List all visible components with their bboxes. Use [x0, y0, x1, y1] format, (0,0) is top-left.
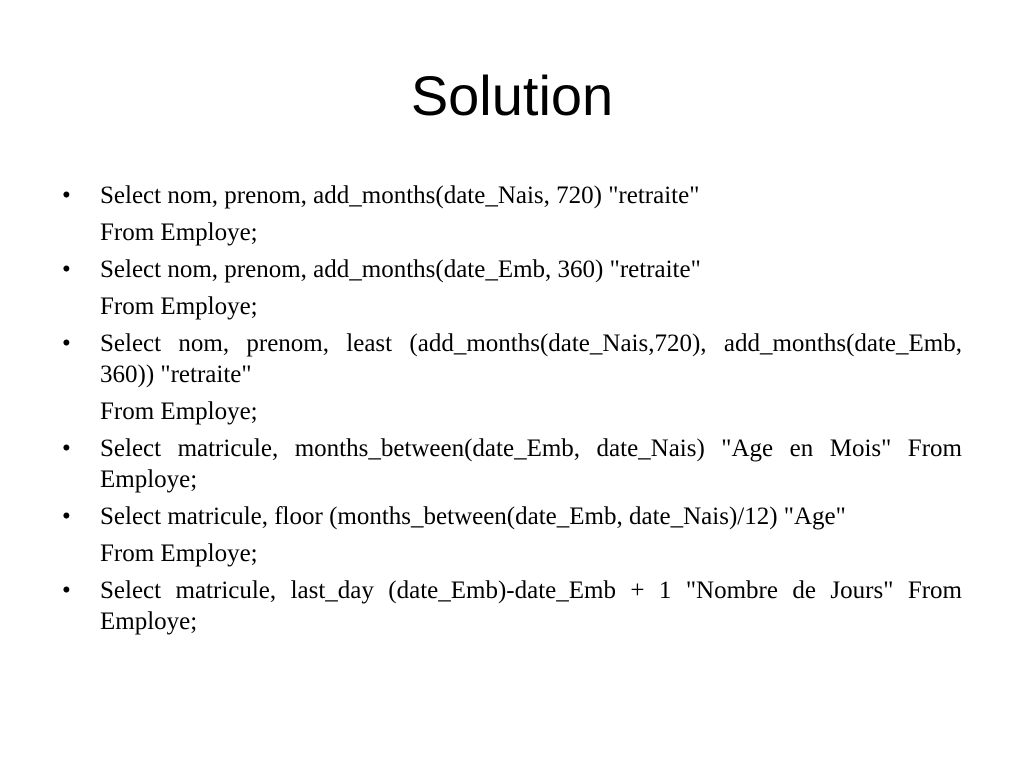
bullet-icon: • — [62, 435, 71, 462]
bullet-icon: • — [62, 503, 71, 530]
sql-continuation: From Employe; — [100, 398, 258, 425]
list-item — [62, 575, 962, 637]
bullet-list — [62, 180, 962, 643]
sql-statement: Select nom, prenom, add_months(date_Nais, 720) "retraite" — [100, 182, 700, 209]
list-item — [62, 180, 962, 248]
sql-statement: Select nom, prenom, least (add_months(date_Nais,720), add_months(date_Emb, 360)) "retraite" — [100, 330, 962, 388]
list-item — [62, 501, 962, 569]
bullet-icon: • — [62, 577, 71, 604]
list-item — [62, 254, 962, 322]
bullet-icon: • — [62, 182, 71, 209]
sql-statement: Select matricule, last_day (date_Emb)-date_Emb + 1 "Nombre de Jours" From Employe; — [100, 577, 962, 635]
sql-continuation: From Employe; — [100, 219, 258, 246]
sql-statement: Select nom, prenom, add_months(date_Emb, 360) "retraite" — [100, 256, 701, 283]
list-item — [62, 328, 962, 427]
bullet-icon: • — [62, 330, 71, 357]
slide-title: Solution — [410, 64, 614, 127]
list-item — [62, 433, 962, 495]
sql-continuation: From Employe; — [100, 293, 258, 320]
sql-continuation: From Employe; — [100, 540, 258, 567]
sql-statement: Select matricule, months_between(date_Emb, date_Nais) "Age en Mois" From Employe; — [100, 435, 962, 493]
sql-statement: Select matricule, floor (months_between(date_Emb, date_Nais)/12) "Age" — [100, 503, 846, 530]
bullet-icon: • — [62, 256, 71, 283]
